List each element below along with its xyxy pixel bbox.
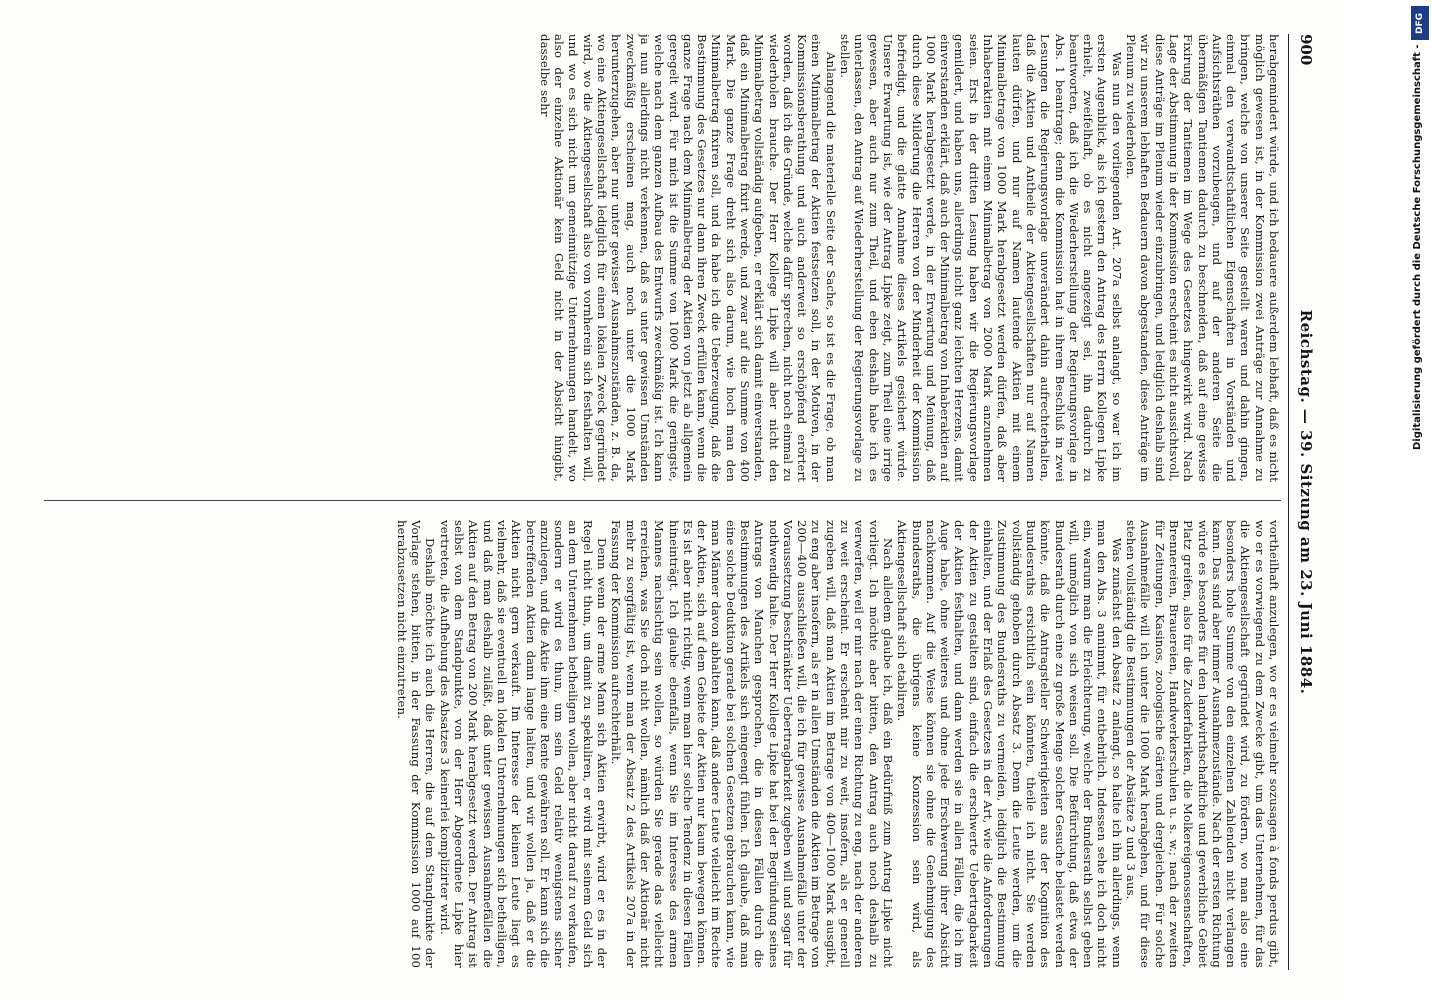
column-divider	[44, 500, 1281, 501]
digitization-notice: Digitalisierung gefördert durch die Deutsche Forschungsgemeinschaft -	[1412, 44, 1423, 450]
header-rule	[1288, 34, 1289, 970]
page-header	[1291, 34, 1315, 970]
paragraph: Was nun den vorliegenden Art. 207a selbst anlangt, so war ich im ersten Augenblick, als ich gestern den Antrag des Herrn Kollegen Lipke erhielt, zweifelhaft, ob es nicht angezeigt sei, ihn dadurch zu beantworten, daß ich die Wiederherstellung der Regierungsvorlage in Abs. 1 beantrage; denn die Kommission hat in ihrem Beschluß in zwei Lesungen die Regierungsvorlage unverändert dahin aufrechterhalten, daß die Aktien und Antheile der Aktiengesellschaften nur auf Namen lauten dürfen, und nur auf Namen lautende Aktien mit einem Minimalbetrage von 1000 Mark herabgesetzt werden dürfen, daß aber Inhaberaktien mit einem Minimalbetrag von 2000 Mark anzunehmen seien. Erst in der dritten Lesung haben wir die Regierungsvorlage gemildert, und haben uns, allerdings nicht ganz leichten Herzens, damit einverstanden erklärt, daß auch der Minimalbetrag von Inhaberaktien auf 1000 Mark herabgesetzt werde, in der Erwartung und Meinung, daß durch diese Milderung die Herren von der Minderheit der Kommission befriedigt, und die glatte Annahme dieses Artikels gesichert würde. Unsere Erwartung ist, wie der Antrag Lipke zeigt, zum Theil eine irrige gewesen, aber auch nur zum Theil, und eben deshalb habe ich es unterlassen, den Antrag auf Wiederherstellung der Regierungsvorlage zu stellen.	[838, 34, 1124, 482]
paragraph: Denn wenn der arme Mann sich Aktien erwirbt, wird er es in der Regel nicht thun, um damit zu spekuliren, er wird mit seinem Geld sich an dem Unternehmen betheiligen wollen, aber nicht darauf zu verkaufen, sondern er wird es thun, um sein Geld relativ wenigstens sicher anzulegen, und die Aktie ihm eine Rente gewähren soll. Er kann sich die betreffenden Aktien dann lange halten, und wir wollen ja, daß er die Aktien nicht gern verkauft. Im Interesse der kleinen Leute liegt es vielmehr, daß sie eventuell an lokalen Unternehmungen sich betheiligen, und daß man deshalb zuläßt, daß unter gewissen Ausnahmefällen die Aktien auf den Betrag von 200 Mark herabgesetzt werden. Der Antrag ist selbst von dem Standpunkte, von der Herr Abgeordnete Lipke hier vertreten, die Aufhebung des Absatzes 3 keinerlei komplizirter wird.	[437, 520, 610, 968]
right-column	[44, 520, 1281, 968]
digitization-notice-strip	[1408, 0, 1432, 1000]
left-column	[44, 34, 1281, 482]
paragraph: Nach alledem glaube ich, daß ein Bedürfniß zum Antrag Lipke nicht vorliegt. Ich möchte aber bitten, den Antrag auch noch deshalb zu verwerfen, weil er mir nach der einen Richtung zu eng, nach der anderen zu weit erscheint. Er erscheint mir zu weit, insofern, als er generell zugeben will, daß man Aktien im Betrage von 400—1000 Mark ausgibt, zu eng aber insofern, als er in allen Umständen die Aktien im Betrage von 200—400 ausschließen will, die ich für gewisse Ausnahmefälle unter der Voraussetzung beschränkter Uebertragbarkeit zugeben will und sogar für nothwendig halte. Der Herr Kollege Lipke hat bei der Begründung seines Antrags von Manchen gesprochen, die in diesen Fällen durch die Bestimmungen des Artikels sich eingeengt fühlen. Ich glaube, daß man eine solche Deduktion gerade bei solchen Gesetzen gebrauchen kann, wie man Männer davon abhalten kann, daß andere Leute vielleicht im Rechte der Aktien, sich auf dem Gebiete der Aktien nur kaum bewegen können. Es ist aber nicht richtig, wenn man hier solche Tendenz in diesen Fällen hineinträgt. Ich glaube ebenfalls, wenn Sie im Interesse des armen Mannes nachsichtig sein wollen, so würden Sie gerade das vielleicht erreichen, was Sie doch nicht wollen, nämlich daß der Aktionär nicht mehr zu sorgfältig ist, wenn man der Absatz 2 des Artikels 207a in der Fassung der Kommission aufrechterhält.	[609, 520, 895, 968]
paragraph: Anlangend die materielle Seite der Sache, so ist es die Frage, ob man einen Minimalbetrag der Aktien festsetzen soll, in der Motiven, in der Kommissionsberathung und auch anderweit so erschöpfend erörtert worden, daß ich die Gründe, welche dafür sprechen, nicht noch einmal zu wiederholen brauche. Der Herr Kollege Lipke will aber nicht den Minimalbetrag vollständig aufgeben, er erklärt sich damit einverstanden, daß ein Minimalbetrag fixirt werde, und zwar auf die Summe von 400 Mark. Die ganze Frage dreht sich also darum, wie hoch man den Minimalbetrag fixiren soll, und da habe ich die Ueberzeugung, daß die Bestimmung des Gesetzes nur dann ihren Zweck erfüllen kann, wenn die ganze Frage nach dem Minimalbetrag der Aktien von jetzt ab allgemein geregelt wird. Für mich ist die Summe von 1000 Mark die geringste, welche nach dem ganzen Aufbau des Entwurfs zweckmäßig ist. Ich kann ja nun allerdings nicht verkennen, daß es unter gewissen Umständen zweckmäßig erscheinen mag, auch noch unter die 1000 Mark herunterzugehen, aber nur unter gewisser Ausnahmszuständen, z. B. da, wo eine Aktiengesellschaft lediglich für einen lokalen Zweck gegründet wird, wo die Aktiengesellschaft also von vornherein sich festhalten will, und wo es sich nicht um gemeinnützige Unternehmungen handelt, wo also der einzelne Aktionär kein Geld nicht in der Absicht hingibt, dasselbe sehr	[537, 34, 838, 482]
running-title: Reichstag. — 39. Sitzung am 23. Juni 1884.	[1297, 309, 1315, 695]
paragraph: vortheilhaft anzulegen, wo er es vielmehr sozusagen à fonds perdus gibt, wo er es vorwiegend zu dem Zwecke gibt, um das Unternehmen, für das die Aktiengesellschaft gegründet wird, zu fördern, wo man also eine besonders hohe Summe von den einzelnen Zahlenden nicht verlangen kann. Das sind aber immer Ausnahmezustände. Nach der ersten Richtung würde es besonders für den landwirthschaftliche und gewerbliche Gebiet Platz greifen, also für die Zuckerfabriken, die Molkereigenossenschaften, Brennereien, Brauereien, Handwerkerschulen u. s. w.; nach der zweiten für Zeitungen, Kasinos, zoologische Gärten und dergleichen. Für solche Ausnahmefälle will ich unter die 1000 Mark herabgehen, und für diese stehen vollständig die Bestimmungen der Absätze 2 und 3 aus.	[1124, 520, 1281, 968]
paragraph: Was zunächst den Absatz 2 anlangt, so halte ich ihn allerdings, wenn man den Abs. 3 annimmt, für entbehrlich. Indessen sehe ich doch nicht ein, warum man die Erleichterung, welche der Bundesrath selbst geben will, unmöglich von sich weisen soll. Die Befürchtung, daß etwa der Bundesrath durch eine zu große Menge solcher Gesuche belastet werden könnte, daß die Antragsteller Schwierigkeiten aus der Kognition des Bundesraths ersichtlich sein könnten, theile ich nicht. Sie werden vollständig gehoben durch Absatz 3. Denn die Leute werden, um die Zustimmung des Bundesraths zu vermeiden, lediglich die Bestimmung einhalten, und der Erlaß des Gesetzes in der Art, wie die Anforderungen der Aktien zu gestalten sind, einfach die erschwerte Uebertragbarkeit der Aktien festhalten, und dann werden sie in allen Fällen, die ich im Auge habe, ohne weiteres und ohne jede Erschwerung ihrer Absicht nachkommen. Auf die Weise können sie ohne die Genehmigung des Bundesraths, die übrigens keine Konzession sein wird, als Aktiengesellschaft sich etabliren.	[895, 520, 1124, 968]
page-number: 900	[1297, 34, 1315, 66]
dfg-logo: DFG	[1411, 6, 1429, 40]
paragraph: herabgemindert würde, und ich bedauere außerdem lebhaft, daß es nicht möglich gewesen ist, in der Kommission zwei Anträge zur Annahme zu bringen, welche von unserer Seite gestellt waren und dahin gingen, einmal den verwandtschaftlichen Eigenschaften in Vorständen und Aufsichtsräthen vorzubeugen, und auf der anderen Seite die übermäßigen Tantiemen dadurch zu beschneiden, daß auf eine gewisse Fixirung der Tantiemen im Wege des Gesetzes hingewirkt wird. Nach Lage der Abstimmung in der Kommission erscheint es nicht aussichtsvoll, diese Anträge im Plenum wieder einzubringen, und lediglich deshalb sind wir zu unserem lebhaften Bedauern davon abgestanden, diese Anträge im Plenum zu wiederholen.	[1124, 34, 1281, 482]
paragraph: Deshalb möchte ich auch die Herren, die auf dem Standpunkte der Vorlage stehen, bitten, in der Fassung der Kommission 1000 auf 100 herabzusetzen nicht einzutreten.	[394, 520, 438, 968]
